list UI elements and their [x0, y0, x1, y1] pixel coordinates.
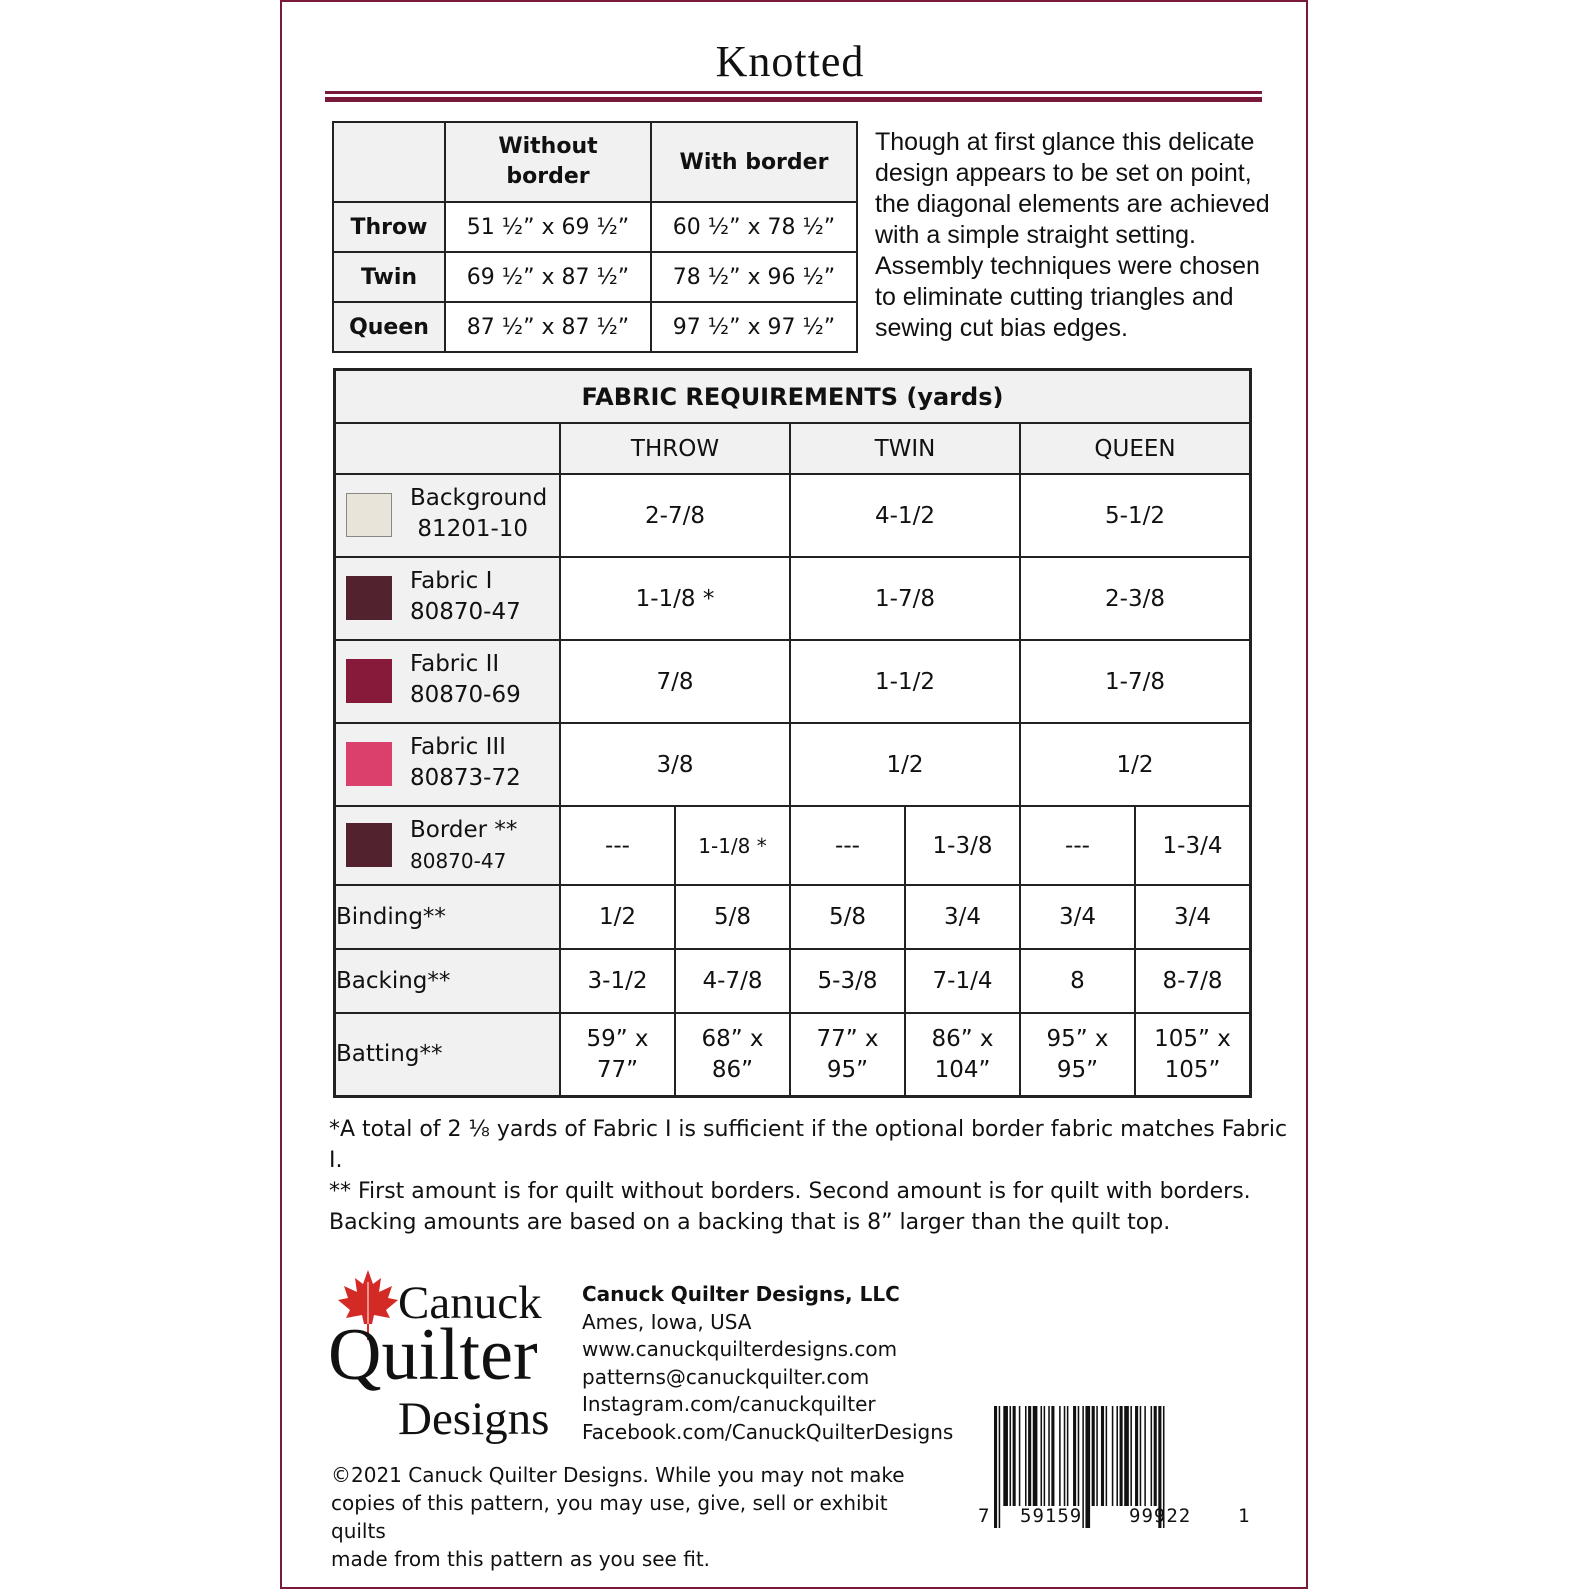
binding-amount: 1/2	[560, 885, 675, 949]
company-location: Ames, Iowa, USA	[582, 1309, 752, 1334]
fabric-amount-twin: 1-1/2	[790, 640, 1020, 723]
fabric-amount-throw: 1-1/8 *	[560, 557, 790, 640]
backing-amount: 8	[1020, 949, 1135, 1013]
barcode-bar	[1078, 1406, 1080, 1506]
fabric-swatch	[346, 576, 392, 620]
backing-amount: 8-7/8	[1135, 949, 1251, 1013]
footnote-line: Backing amounts are based on a backing that is 8” larger than the quilt top.	[329, 1210, 1171, 1235]
barcode-bar	[1019, 1406, 1021, 1506]
sizes-header-row	[333, 122, 857, 202]
barcode-bar	[1085, 1406, 1090, 1528]
footnote-line: ** First amount is for quilt without borders. Second amount is for quilt with borders.	[329, 1179, 1251, 1204]
sizes-with-value: 60 ½” x 78 ½”	[651, 202, 857, 252]
fabric-row	[335, 557, 1251, 640]
barcode-digits-left: 59159	[1020, 1505, 1083, 1527]
barcode-bar	[1044, 1406, 1046, 1506]
sizes-row	[333, 202, 857, 252]
barcode-bar	[1041, 1406, 1043, 1506]
contact-block	[582, 1281, 953, 1446]
barcode-bar	[999, 1406, 1001, 1528]
fabric-label: Fabric I 80870-47	[410, 568, 521, 625]
sizes-row	[333, 252, 857, 302]
fabric-amount-throw: 7/8	[560, 640, 790, 723]
facebook-link[interactable]: Facebook.com/CanuckQuilterDesigns	[582, 1419, 954, 1444]
fabric-swatch	[346, 823, 392, 867]
pattern-description: Though at first glance this delicate design appears to be set on point, the diagonal elements are achieved with a simple straight setting. Assembly techniques were chosen to eliminate cutting triangles and sewing cut bias edges.	[875, 128, 1270, 342]
fabric-table-title: FABRIC REQUIREMENTS (yards)	[335, 370, 1251, 424]
backing-amount: 7-1/4	[905, 949, 1020, 1013]
sizes-without-value: 69 ½” x 87 ½”	[445, 252, 651, 302]
border-label-cell	[335, 806, 561, 885]
barcode-bar	[1064, 1406, 1066, 1506]
binding-amount: 3/4	[1020, 885, 1135, 949]
barcode-bar	[1130, 1406, 1132, 1506]
sizes-table	[332, 121, 858, 353]
barcode-digit-first: 7	[978, 1505, 991, 1527]
fabric-label-cell	[335, 723, 561, 806]
backing-amount: 5-3/8	[790, 949, 905, 1013]
barcode-bar	[1013, 1406, 1016, 1506]
barcode-bar	[1140, 1406, 1142, 1506]
copyright-line: made from this pattern as you see fit.	[331, 1547, 711, 1571]
fabric-row	[335, 474, 1251, 557]
email-link[interactable]: patterns@canuckquilter.com	[582, 1364, 870, 1389]
border-amount: 1-1/8 *	[675, 806, 790, 885]
fabric-table-header-row	[335, 423, 1251, 474]
fabric-row	[335, 723, 1251, 806]
barcode-bar	[1144, 1406, 1146, 1506]
border-amount: ---	[1020, 806, 1135, 885]
batting-size: 68” x 86”	[675, 1013, 790, 1097]
batting-row	[335, 1013, 1251, 1097]
barcode-bar	[1067, 1406, 1069, 1506]
fabric-amount-twin: 1/2	[790, 723, 1020, 806]
border-amount: 1-3/4	[1135, 806, 1251, 885]
fabric-header-blank	[335, 423, 561, 474]
barcode-digit-last: 1	[1238, 1505, 1251, 1527]
fabric-amount-twin: 1-7/8	[790, 557, 1020, 640]
footnotes	[329, 1114, 1289, 1238]
sizes-row-name: Queen	[333, 302, 445, 352]
fabric-label: Fabric II 80870-69	[410, 651, 521, 708]
footnote-line: *A total of 2 ⅛ yards of Fabric I is sufficient if the optional border fabric matches Fabric I.	[329, 1117, 1288, 1173]
barcode-bar	[1135, 1406, 1138, 1506]
sizes-with-value: 97 ½” x 97 ½”	[651, 302, 857, 352]
binding-amount: 3/4	[1135, 885, 1251, 949]
barcode-bar	[1059, 1406, 1061, 1506]
border-row	[335, 806, 1251, 885]
border-amount: 1-3/8	[905, 806, 1020, 885]
barcode-bar	[994, 1406, 997, 1528]
logo-line-quilter: Quilter	[328, 1314, 538, 1396]
sizes-row-name: Throw	[333, 202, 445, 252]
barcode-bar	[1033, 1406, 1038, 1506]
sizes-without-value: 51 ½” x 69 ½”	[445, 202, 651, 252]
fabric-amount-twin: 4-1/2	[790, 474, 1020, 557]
barcode-bar	[1154, 1406, 1157, 1506]
fabric-label: Background 81201-10	[410, 485, 548, 542]
instagram-link[interactable]: Instagram.com/canuckquilter	[582, 1392, 876, 1416]
company-name: Canuck Quilter Designs, LLC	[582, 1282, 900, 1306]
backing-label: Backing**	[335, 949, 561, 1013]
barcode-bar	[1116, 1406, 1118, 1506]
border-amount: ---	[560, 806, 675, 885]
barcode-bar	[1082, 1406, 1084, 1528]
batting-label: Batting**	[335, 1013, 561, 1097]
barcode-bar	[1028, 1406, 1031, 1506]
fabric-requirements-table	[333, 368, 1252, 1098]
barcode-bar	[1096, 1406, 1098, 1506]
sizes-header-with: With border	[651, 122, 857, 202]
binding-amount: 5/8	[790, 885, 905, 949]
backing-row	[335, 949, 1251, 1013]
logo-line-designs: Designs	[398, 1393, 550, 1445]
title-rule-thick	[325, 97, 1262, 102]
pattern-title: Knotted	[715, 37, 865, 86]
barcode-bar	[1010, 1406, 1012, 1506]
fabric-label-cell	[335, 640, 561, 723]
title-rule-thin	[325, 91, 1262, 94]
column-header-throw: THROW	[560, 423, 790, 474]
batting-size: 59” x 77”	[560, 1013, 675, 1097]
fabric-amount-queen: 5-1/2	[1020, 474, 1251, 557]
binding-label: Binding**	[335, 885, 561, 949]
barcode-bar	[1003, 1406, 1008, 1506]
fabric-label: Fabric III 80873-72	[410, 734, 521, 791]
backing-amount: 3-1/2	[560, 949, 675, 1013]
barcode-bar	[1151, 1406, 1153, 1506]
binding-row	[335, 885, 1251, 949]
sizes-row-name: Twin	[333, 252, 445, 302]
batting-size: 95” x 95”	[1020, 1013, 1135, 1097]
barcode-bar	[1092, 1406, 1095, 1506]
sizes-with-value: 78 ½” x 96 ½”	[651, 252, 857, 302]
barcode-bar	[1106, 1406, 1108, 1506]
column-header-queen: QUEEN	[1020, 423, 1251, 474]
barcode-digits-right: 99922	[1129, 1505, 1192, 1527]
backing-amount: 4-7/8	[675, 949, 790, 1013]
fabric-amount-queen: 1/2	[1020, 723, 1251, 806]
sizes-row	[333, 302, 857, 352]
batting-size: 105” x 105”	[1135, 1013, 1251, 1097]
barcode-bar	[1120, 1406, 1123, 1506]
copyright-notice	[331, 1461, 931, 1573]
fabric-amount-throw: 3/8	[560, 723, 790, 806]
fabric-amount-queen: 1-7/8	[1020, 640, 1251, 723]
fabric-row	[335, 640, 1251, 723]
fabric-swatch	[346, 742, 392, 786]
barcode-bar	[1112, 1406, 1114, 1506]
barcode-bar	[1101, 1406, 1104, 1506]
barcode-bar	[1124, 1406, 1129, 1506]
logo-line-canuck: Canuck	[398, 1277, 542, 1329]
column-header-twin: TWIN	[790, 423, 1020, 474]
fabric-label-cell	[335, 474, 561, 557]
fabric-swatch	[346, 493, 392, 537]
copyright-line: ©2021 Canuck Quilter Designs. While you may not make	[331, 1463, 905, 1487]
fabric-amount-throw: 2-7/8	[560, 474, 790, 557]
sizes-corner-cell	[333, 122, 445, 202]
border-amount: ---	[790, 806, 905, 885]
barcode-bar	[1051, 1406, 1054, 1506]
barcode-bar	[1048, 1406, 1050, 1506]
fabric-amount-queen: 2-3/8	[1020, 557, 1251, 640]
border-label: Border ** 80870-47	[410, 817, 518, 873]
barcode-bar	[1025, 1406, 1027, 1506]
fabric-table-title-row	[335, 370, 1251, 424]
company-logo	[328, 1268, 568, 1448]
website-link[interactable]: www.canuckquilterdesigns.com	[582, 1337, 898, 1361]
sizes-header-without: Without border	[445, 122, 651, 202]
sizes-without-value: 87 ½” x 87 ½”	[445, 302, 651, 352]
batting-size: 77” x 95”	[790, 1013, 905, 1097]
fabric-label-cell	[335, 557, 561, 640]
fabric-swatch	[346, 659, 392, 703]
batting-size: 86” x 104”	[905, 1013, 1020, 1097]
binding-amount: 3/4	[905, 885, 1020, 949]
binding-amount: 5/8	[675, 885, 790, 949]
copyright-line: copies of this pattern, you may use, give, sell or exhibit quilts	[331, 1491, 888, 1543]
barcode-bar	[1073, 1406, 1076, 1506]
